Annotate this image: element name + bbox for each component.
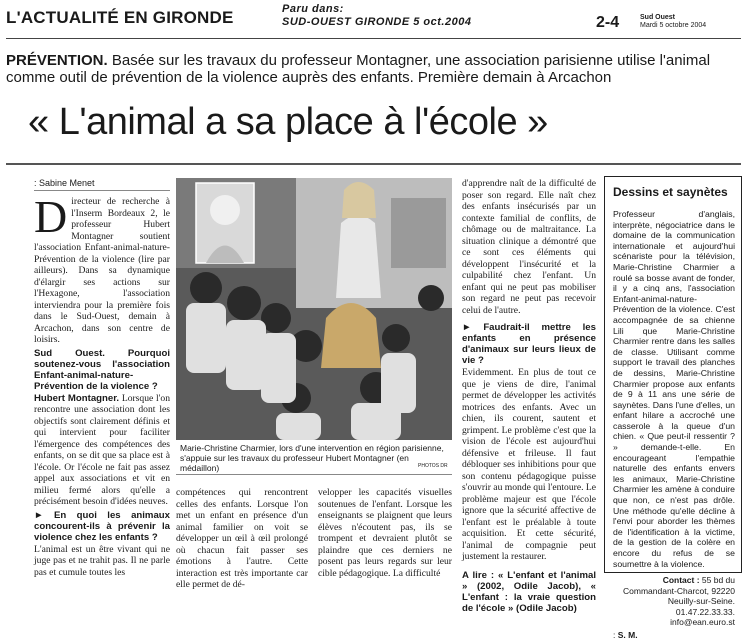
- intro-text: irecteur de recherche à l'Inserm Bordeaux 2, le professeur Hubert Montagner soutient l'association Enfant-animal-nature-Prévention de la violence (lire par ailleurs). Dans sa dynamique d'élargir ses actions sur l'Hexagone, l'association interviendra pour la première fois dans le Sud-Ouest, demain à Arcachon, dans son centre de loisirs.: [34, 196, 170, 345]
- article-column-4: [462, 178, 596, 615]
- publication-note: [282, 3, 471, 29]
- question-3-text: Faudrait-il mettre les enfants en présence d'animaux sur leurs lieux de vie ?: [462, 322, 596, 366]
- photo-rule: [176, 474, 452, 475]
- article-photo: [176, 178, 452, 440]
- column-2-text: compétences qui rencontrent celles des enfants. Lorsque l'on met un enfant en présence d'un animal familier on voit se développer un œil à œil prolongé où chacun fait passer ses émotions à l'autre. Cette interaction est très importante car elle permet de dé-: [176, 487, 308, 590]
- newspaper-title: Sud Ouest: [640, 14, 676, 21]
- answer-1-text: Lorsque l'on rencontre une association dont les objectifs sont clairement définis et qui intervient pour faciliter l'émergence des compétences des enfants, on se dit que sa place est à l'école. Or l'école ne fait pas assez appel aux associations et vit en milieu fermé alors qu'elle a précisément besoin d'idées neuves.: [34, 392, 170, 507]
- lead-kicker: PRÉVENTION.: [6, 52, 108, 69]
- page-number: 2-4: [596, 14, 620, 31]
- reading-suggestions: A lire : « L'enfant et l'animal » (2002, Odile Jacob), « L'enfant : la vraie question de l'école » (Odile Jacob): [462, 569, 596, 614]
- sidebar-box: [604, 176, 742, 640]
- article-column-2: [176, 487, 308, 592]
- column-4-paragraph-1: d'apprendre naît de la difficulté de poser son regard. Elle naît chez des enfants insécurisés par un contexte familial de conflits, de chômage ou de maltraitance. La situation clinique a démontré que ce sont ces éléments qui développent l'insécurité et la culpabilité chez l'enfant. Un enfant qui ne peut pas mobiliser son regard ne peut pas recevoir celui de l'autre.: [462, 178, 596, 316]
- contact-label: Contact :: [662, 575, 700, 586]
- classroom-photo-illustration: [176, 178, 452, 440]
- column-3-text: velopper les capacités visuelles soutenues de l'enfant. Lorsque les enseignants se plaignent que leurs élèves n'écoutent pas, ils se trompent et devraient plutôt se plaindre que ces derniers ne posent pas leurs regards sur leur cible pédagogique. La difficulté: [318, 487, 452, 579]
- issue-date: Mardi 5 octobre 2004: [640, 22, 707, 29]
- question-1-speaker: Sud Ouest.: [34, 347, 105, 359]
- byline: : Sabine Menet: [34, 178, 95, 188]
- header-rule: [6, 38, 741, 39]
- question-1-text: Pourquoi soutenez-vous l'association Enfant-animal-nature-Prévention de la violence ?: [34, 347, 170, 392]
- newspaper-name: [640, 14, 706, 30]
- question-3: ► Faudrait-il mettre les enfants en présence d'animaux sur leurs lieux de vie ?: [462, 322, 596, 366]
- answer-1-speaker: Hubert Montagner.: [34, 392, 120, 404]
- signature-text: S. M.: [617, 629, 638, 640]
- contact-info: [613, 575, 735, 628]
- sidebar-title: Dessins et saynètes: [613, 185, 728, 199]
- answer-1: [34, 393, 170, 508]
- headline: « L'animal a sa place à l'école »: [28, 101, 548, 143]
- photo-credit: PHOTOS DR: [418, 463, 448, 469]
- contact-address: 55 bd du Commandant-Charcot, 92220 Neuilly-sur-Seine. 01.47.22.33.33. info@ean.euro.st: [623, 575, 735, 628]
- column-4-paragraph-2: Evidemment. En plus de tout ce que je viens de dire, l'animal permet de développer les activités motrices des enfants. Avec un chien, ils courent, sautent et grimpent. Le problème c'est que la vision de l'école est aujourd'hui défensive et frileuse. Il faut débloquer ses inhibitions pour que son contenu pédagogique puisse s'ouvrir au monde qui l'entoure. Le problème majeur est que l'école ignore que la sécurité affective de l'enfant est le préalable à toute acquisition. Et cette sécurité, l'animal de compagnie peut justement la restaurer.: [462, 367, 597, 562]
- drop-cap: D: [34, 191, 68, 242]
- intro-paragraph: [34, 191, 170, 346]
- question-2-text: En quoi les animaux concourent-ils à prévenir la violence chez les enfants ?: [34, 509, 170, 543]
- sidebar-signature: : S. M.: [613, 629, 638, 640]
- article-column-3: [318, 487, 452, 580]
- answer-2: L'animal est un être vivant qui ne juge pas et ne trahit pas. Il ne parle pas et cumule toutes les: [34, 543, 170, 578]
- section-title: L'ACTUALITÉ EN GIRONDE: [6, 8, 234, 27]
- lead-paragraph: [6, 52, 741, 86]
- article-column-1: [34, 191, 170, 579]
- publication-label: Paru dans:: [282, 3, 344, 15]
- sidebar-text: Professeur d'anglais, interprète, négociatrice dans le domaine de la communication internationale et aujourd'hui scénariste pour la télévision, Marie-Christine Charmier a roulé sa bosse avant de fonder, il y a cinq ans, l'association Enfant-animal-nature-Prévention de la violence. C'est accompagnée de sa chienne Lili que Marie-Christine Charmier rentre dans les salles de classe. Utilisant comme support le travail des planches de dessins, Marie-Christine Charmier propose aux enfants de 9 à 11 ans une série de saynètes. Dans l'une d'elles, un enfant hilare a accroché une casserole à la queue d'un chien. « Que peut-il ressentir ? » demande-t-elle. En encourageant l'empathie naturelle des enfants envers les animaux, Marie-Christine Charmier les amène à conduire que non, ce n'est pas drôle. Une méthode qu'elle décline à l'envi pour aborder les thèmes de l'identification à la victime, de la gestion de la colère en encore du refus de se soumettre à la violence.: [613, 209, 735, 569]
- question-1: [34, 348, 170, 392]
- lead-text: Basée sur les travaux du professeur Montagner, une association parisienne utilise l'animal comme outil de prévention de la violence auprès des enfants. Première demain à Arcachon: [6, 52, 711, 86]
- photo-caption: Marie-Christine Charmier, lors d'une intervention en région parisienne, s'appuie sur les travaux du professeur Hubert Montagner (en médaillon): [180, 443, 444, 473]
- headline-rule: [6, 163, 741, 165]
- question-2: ► En quoi les animaux concourent-ils à prévenir la violence chez les enfants ?: [34, 509, 170, 543]
- publication-source: SUD-OUEST GIRONDE 5 oct.2004: [282, 16, 472, 28]
